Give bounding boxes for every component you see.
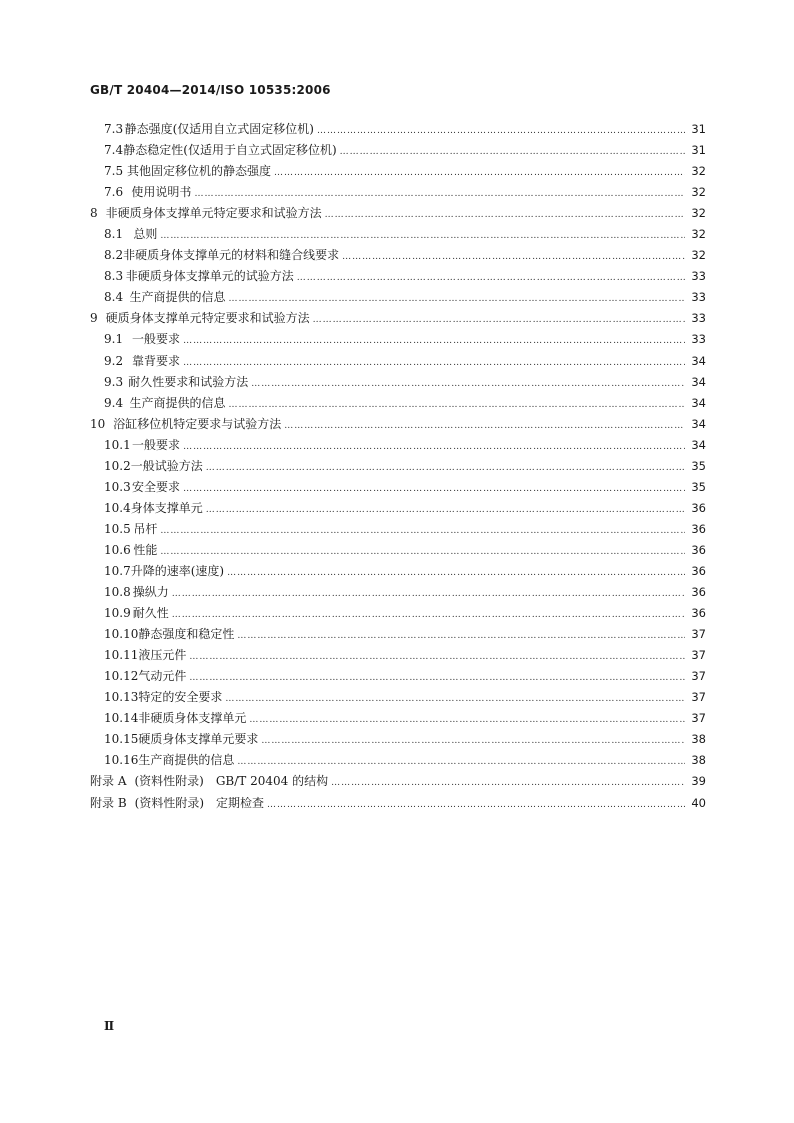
toc-dot-leader bbox=[227, 563, 685, 584]
toc-entry-number: 10.8 bbox=[104, 585, 131, 600]
toc-entry-number: 10.1 bbox=[104, 437, 131, 452]
toc-entry-page: 34 bbox=[691, 416, 706, 431]
toc-entry[interactable] bbox=[90, 266, 706, 287]
toc-entry[interactable] bbox=[90, 414, 706, 435]
toc-dot-leader bbox=[261, 731, 685, 752]
toc-entry-title: 生产商提供的信息 bbox=[129, 290, 226, 305]
toc-entry[interactable] bbox=[90, 519, 706, 540]
toc-dot-leader bbox=[331, 773, 685, 794]
toc-entry-page: 36 bbox=[691, 500, 706, 515]
toc-entry-title: 一般试验方法 bbox=[130, 458, 203, 473]
toc-entry[interactable] bbox=[90, 771, 706, 792]
toc-entry-page: 37 bbox=[691, 627, 706, 642]
toc-entry[interactable] bbox=[90, 161, 706, 182]
toc-entry-page: 37 bbox=[691, 711, 706, 726]
toc-entry-title: 非硬质身体支撑单元特定要求和试验方法 bbox=[105, 206, 322, 221]
toc-entry-page: 37 bbox=[691, 648, 706, 663]
toc-entry-number: 10.12 bbox=[104, 669, 139, 684]
toc-entry[interactable] bbox=[90, 224, 706, 245]
toc-entry[interactable] bbox=[90, 182, 706, 203]
toc-entry-number: 8.2 bbox=[104, 248, 124, 263]
toc-entry[interactable] bbox=[90, 687, 706, 708]
toc-entry[interactable] bbox=[90, 287, 706, 308]
toc-entry-page: 36 bbox=[691, 606, 706, 621]
toc-dot-leader bbox=[229, 395, 685, 416]
toc-entry-title: 特定的安全要求 bbox=[138, 690, 223, 705]
toc-entry-number: 9.2 bbox=[104, 353, 124, 368]
toc-entry-page: 32 bbox=[691, 248, 706, 263]
toc-entry-number: 10.11 bbox=[104, 648, 139, 663]
toc-entry-number: 8.1 bbox=[104, 227, 124, 242]
toc-entry[interactable] bbox=[90, 140, 706, 161]
toc-entry-title: 硬质身体支撑单元特定要求和试验方法 bbox=[105, 311, 310, 326]
toc-entry-title: 浴缸移位机特定要求与试验方法 bbox=[113, 416, 282, 431]
toc-entry[interactable] bbox=[90, 119, 706, 140]
toc-entry[interactable] bbox=[90, 793, 706, 814]
toc-dot-leader bbox=[160, 521, 685, 542]
page-number: Ⅱ bbox=[104, 1019, 115, 1033]
toc-entry-number: 8.3 bbox=[104, 269, 124, 284]
toc-entry-page: 36 bbox=[691, 542, 706, 557]
toc-dot-leader bbox=[160, 226, 685, 247]
toc-entry-number: 9.4 bbox=[104, 395, 124, 410]
toc-entry-title: 总则 bbox=[133, 227, 158, 242]
toc-entry-page: 40 bbox=[691, 795, 706, 810]
toc-entry-title: 安全要求 bbox=[132, 479, 181, 494]
toc-entry-page: 33 bbox=[691, 290, 706, 305]
toc-dot-leader bbox=[206, 458, 685, 479]
toc-entry-title: 液压元件 bbox=[138, 648, 187, 663]
toc-dot-leader bbox=[172, 584, 685, 605]
toc-entry-page: 34 bbox=[691, 437, 706, 452]
toc-entry-page: 31 bbox=[691, 122, 706, 136]
toc-entry-title: 一般要求 bbox=[132, 437, 181, 452]
toc-entry-number: 附录 B bbox=[90, 795, 127, 810]
toc-entry-page: 39 bbox=[691, 774, 706, 789]
toc-entry-title: 操纵力 bbox=[132, 585, 169, 600]
toc-dot-leader bbox=[297, 268, 685, 289]
toc-entry[interactable] bbox=[90, 666, 706, 687]
toc-entry[interactable] bbox=[90, 351, 706, 372]
toc-entry-page: 33 bbox=[691, 311, 706, 326]
toc-entry-page: 32 bbox=[691, 206, 706, 221]
toc-entry-title: 非硬质身体支撑单元的材料和缝合线要求 bbox=[123, 248, 340, 263]
toc-entry[interactable] bbox=[90, 729, 706, 750]
toc-entry-page: 34 bbox=[691, 395, 706, 410]
toc-dot-leader bbox=[194, 184, 685, 205]
toc-entry-title: 升降的速率(速度) bbox=[130, 563, 225, 578]
toc-dot-leader bbox=[183, 479, 685, 500]
toc-entry-title: 一般要求 bbox=[132, 332, 181, 347]
toc-entry-title: 靠背要求 bbox=[132, 353, 181, 368]
toc-entry-number: 附录 A bbox=[90, 774, 127, 789]
toc-entry-number: 10.10 bbox=[104, 627, 139, 642]
toc-entry-title: 其他固定移位机的静态强度 bbox=[126, 164, 271, 179]
document-header: GB/T 20404—2014/ISO 10535:2006 bbox=[90, 83, 331, 97]
toc-entry[interactable] bbox=[90, 750, 706, 771]
toc-entry-number: 7.3 bbox=[104, 122, 124, 136]
toc-dot-leader bbox=[189, 668, 685, 689]
toc-entry-number: 8 bbox=[90, 206, 98, 221]
toc-dot-leader bbox=[237, 626, 685, 647]
toc-dot-leader bbox=[267, 795, 685, 816]
toc-entry-page: 37 bbox=[691, 690, 706, 705]
toc-entry-title: 耐久性要求和试验方法 bbox=[128, 374, 249, 389]
toc-entry-page: 34 bbox=[691, 353, 706, 368]
toc-entry-title: 生产商提供的信息 bbox=[138, 753, 235, 768]
toc-entry-page: 37 bbox=[691, 669, 706, 684]
toc-entry[interactable] bbox=[90, 477, 706, 498]
toc-entry-number: 9.1 bbox=[104, 332, 124, 347]
toc-entry-page: 32 bbox=[691, 227, 706, 242]
toc-entry[interactable] bbox=[90, 435, 706, 456]
toc-entry-number: 10.3 bbox=[104, 479, 131, 494]
toc-entry-number: 8.4 bbox=[104, 290, 124, 305]
toc-entry-title: 耐久性 bbox=[132, 606, 169, 621]
toc-entry[interactable] bbox=[90, 456, 706, 477]
toc-entry-title: 静态强度和稳定性 bbox=[138, 627, 235, 642]
toc-entry[interactable] bbox=[90, 561, 706, 582]
toc-entry-page: 34 bbox=[691, 374, 706, 389]
toc-entry[interactable] bbox=[90, 645, 706, 666]
toc-entry-page: 32 bbox=[691, 185, 706, 200]
toc-entry[interactable] bbox=[90, 203, 706, 224]
toc-dot-leader bbox=[342, 247, 685, 268]
toc-entry-number: 10.6 bbox=[104, 542, 131, 557]
toc-entry-page: 36 bbox=[691, 585, 706, 600]
toc-entry-title: (资料性附录) 定期检查 bbox=[134, 795, 265, 810]
toc-entry-number: 7.5 bbox=[104, 164, 124, 179]
toc-entry-title: 硬质身体支撑单元要求 bbox=[138, 732, 259, 747]
toc-entry-number: 9 bbox=[90, 311, 98, 326]
toc-entry-number: 9.3 bbox=[104, 374, 124, 389]
toc-entry-number: 10.7 bbox=[104, 563, 131, 578]
toc-dot-leader bbox=[274, 163, 685, 184]
toc-dot-leader bbox=[189, 647, 685, 668]
toc-entry-number: 10.5 bbox=[104, 521, 131, 536]
toc-dot-leader bbox=[340, 142, 685, 163]
toc-dot-leader bbox=[183, 331, 685, 352]
toc-entry-title: 生产商提供的信息 bbox=[129, 395, 226, 410]
toc-entry[interactable] bbox=[90, 372, 706, 393]
toc-entry-number: 10.9 bbox=[104, 606, 131, 621]
toc-entry[interactable] bbox=[90, 329, 706, 350]
toc-dot-leader bbox=[284, 416, 685, 437]
toc-entry[interactable] bbox=[90, 540, 706, 561]
toc-dot-leader bbox=[160, 542, 685, 563]
toc-entry[interactable] bbox=[90, 603, 706, 624]
toc-entry-page: 36 bbox=[691, 563, 706, 578]
toc-entry[interactable] bbox=[90, 498, 706, 519]
toc-dot-leader bbox=[325, 205, 685, 226]
toc-dot-leader bbox=[317, 121, 685, 142]
toc-entry[interactable] bbox=[90, 308, 706, 329]
toc-entry-title: 吊杆 bbox=[133, 521, 158, 536]
toc-entry[interactable] bbox=[90, 582, 706, 603]
toc-entry-title: 非硬质身体支撑单元的试验方法 bbox=[125, 269, 294, 284]
toc-entry-number: 10.15 bbox=[104, 732, 139, 747]
toc-entry-title: 静态稳定性(仅适用于自立式固定移位机) bbox=[123, 143, 337, 158]
toc-entry-number: 7.4 bbox=[104, 143, 124, 158]
toc-entry-number: 10.13 bbox=[104, 690, 139, 705]
toc-dot-leader bbox=[313, 310, 685, 331]
toc-dot-leader bbox=[183, 437, 685, 458]
toc-entry-page: 31 bbox=[691, 143, 706, 158]
toc-dot-leader bbox=[229, 289, 685, 310]
toc-dot-leader bbox=[225, 689, 685, 710]
table-of-contents bbox=[90, 119, 706, 814]
toc-entry-title: 使用说明书 bbox=[131, 185, 192, 200]
toc-entry-title: 身体支撑单元 bbox=[130, 500, 203, 515]
toc-dot-leader bbox=[249, 710, 685, 731]
toc-entry-number: 10.4 bbox=[104, 500, 131, 515]
toc-entry-number: 10.16 bbox=[104, 753, 139, 768]
toc-entry-page: 36 bbox=[691, 521, 706, 536]
toc-entry-page: 33 bbox=[691, 332, 706, 347]
toc-dot-leader bbox=[251, 374, 685, 395]
toc-entry-page: 38 bbox=[691, 732, 706, 747]
toc-entry-number: 10 bbox=[90, 416, 106, 431]
toc-entry[interactable] bbox=[90, 245, 706, 266]
toc-entry-page: 35 bbox=[691, 458, 706, 473]
toc-entry-title: 性能 bbox=[133, 542, 158, 557]
toc-entry[interactable] bbox=[90, 708, 706, 729]
toc-entry[interactable] bbox=[90, 393, 706, 414]
toc-entry-number: 7.6 bbox=[104, 185, 124, 200]
toc-entry-page: 32 bbox=[691, 164, 706, 179]
toc-dot-leader bbox=[206, 500, 685, 521]
toc-entry-title: (资料性附录) GB/T 20404 的结构 bbox=[134, 774, 329, 789]
toc-dot-leader bbox=[183, 353, 685, 374]
toc-dot-leader bbox=[237, 752, 685, 773]
toc-entry-page: 33 bbox=[691, 269, 706, 284]
toc-entry-page: 35 bbox=[691, 479, 706, 494]
toc-entry-title: 气动元件 bbox=[138, 669, 187, 684]
toc-entry-number: 10.14 bbox=[104, 711, 139, 726]
toc-entry-number: 10.2 bbox=[104, 458, 131, 473]
toc-dot-leader bbox=[172, 605, 685, 626]
toc-entry-page: 38 bbox=[691, 753, 706, 768]
toc-entry-title: 静态强度(仅适用自立式固定移位机) bbox=[124, 122, 314, 136]
toc-entry[interactable] bbox=[90, 624, 706, 645]
toc-entry-title: 非硬质身体支撑单元 bbox=[138, 711, 247, 726]
